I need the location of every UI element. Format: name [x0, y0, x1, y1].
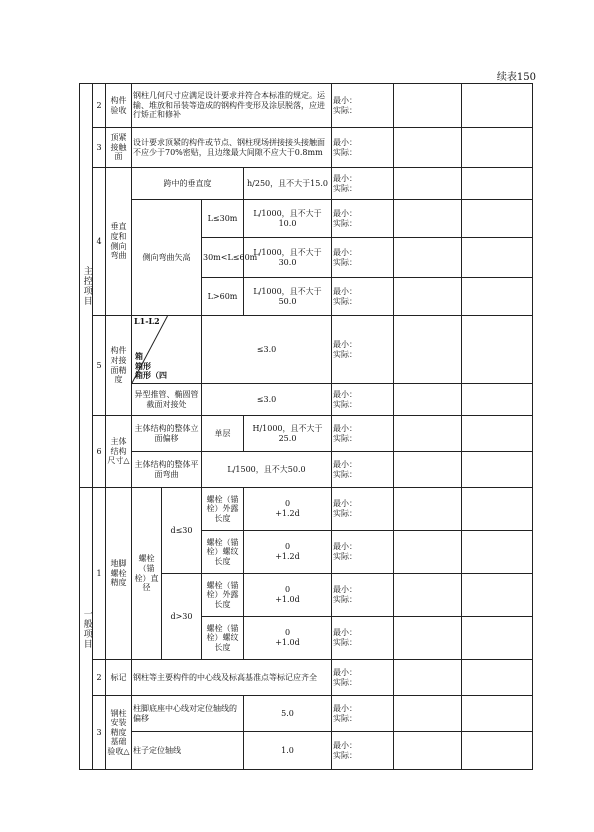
- allowed-value: 1.0: [244, 732, 332, 770]
- measure-cell: 最小： 实际：: [332, 617, 394, 660]
- measure-cell: 最小： 实际：: [332, 316, 394, 384]
- allowed-value: L/1000，且不大于10.0: [244, 200, 332, 238]
- measure-cell: 最小： 实际：: [332, 531, 394, 574]
- measure-cell: 最小： 实际：: [332, 238, 394, 278]
- row-no: 3: [93, 696, 106, 770]
- allowed-value: 0 +1.2d: [244, 531, 332, 574]
- measure-cell: 最小： 实际：: [332, 574, 394, 617]
- allowed-value: L/1000，且不大于50.0: [244, 278, 332, 316]
- row-no: 3: [93, 128, 106, 168]
- diagonal-header-cell: [132, 316, 202, 384]
- allowed-value: 5.0: [244, 696, 332, 732]
- item-desc: 设计要求顶紧的构件或节点、钢柱现场拼接接头接触面不应少于70%密贴，且边缘最大间隙不应大于0.8mm: [132, 128, 332, 168]
- item-sub-label: 异型推管、椭圆管截面对接处: [132, 384, 202, 416]
- allowed-value: ≤3.0: [202, 384, 332, 416]
- item-sub-label: 螺栓（锚栓）外露长度: [202, 488, 244, 531]
- measure-cell: 最小： 实际：: [332, 660, 394, 696]
- item-name: 地脚螺栓精度: [106, 488, 132, 660]
- blank-cell: [462, 278, 533, 316]
- row-no: 2: [93, 84, 106, 128]
- item-name: 垂直度和侧向弯曲: [106, 168, 132, 316]
- blank-cell: [394, 574, 462, 617]
- item-desc: 钢柱等主要构件的中心线及标高基准点等标记应齐全: [132, 660, 332, 696]
- blank-cell: [394, 84, 462, 128]
- item-sub-label: 螺栓（锚栓）螺纹长度: [202, 531, 244, 574]
- row-no: 2: [93, 660, 106, 696]
- condition: 单层: [202, 416, 244, 452]
- blank-cell: [462, 488, 533, 531]
- row-no: 1: [93, 488, 106, 660]
- row-no: 5: [93, 316, 106, 416]
- blank-cell: [394, 316, 462, 384]
- blank-cell: [462, 238, 533, 278]
- group-main: 主控项目: [80, 84, 93, 488]
- item-sub-label: 主体结构的整体立面偏移: [132, 416, 202, 452]
- allowed-value: H/1000，且不大于25.0: [244, 416, 332, 452]
- allowed-value: L/1500，且不大50.0: [202, 452, 332, 488]
- measure-cell: 最小： 实际：: [332, 200, 394, 238]
- item-sub-label: 螺栓（锚栓）直径: [132, 488, 162, 660]
- blank-cell: [394, 416, 462, 452]
- allowed-value: 0 +1.0d: [244, 574, 332, 617]
- item-sub-label: 柱脚底座中心线对定位轴线的偏移: [132, 696, 244, 732]
- blank-cell: [462, 416, 533, 452]
- item-name: 构件对接面精度: [106, 316, 132, 416]
- item-sub-label: 主体结构的整体平面弯曲: [132, 452, 202, 488]
- continuation-note: 续表150: [496, 72, 536, 83]
- measure-cell: 最小： 实际：: [332, 128, 394, 168]
- item-sub-label: 柱子定位轴线: [132, 732, 244, 770]
- blank-cell: [394, 128, 462, 168]
- blank-cell: [462, 384, 533, 416]
- blank-cell: [462, 168, 533, 200]
- condition: d≤30: [162, 488, 202, 574]
- item-name: 钢柱安装精度基础验收△: [106, 696, 132, 770]
- measure-cell: 最小： 实际：: [332, 84, 394, 128]
- blank-cell: [462, 84, 533, 128]
- blank-cell: [462, 200, 533, 238]
- blank-cell: [462, 452, 533, 488]
- row-no: 6: [93, 416, 106, 488]
- blank-cell: [462, 128, 533, 168]
- measure-cell: 最小： 实际：: [332, 384, 394, 416]
- allowed-value: L/1000，且不大于30.0: [244, 238, 332, 278]
- measure-cell: 最小： 实际：: [332, 278, 394, 316]
- blank-cell: [462, 660, 533, 696]
- blank-cell: [394, 617, 462, 660]
- allowed-value: ≤3.0: [202, 316, 332, 384]
- measure-cell: 最小： 实际：: [332, 732, 394, 770]
- measure-cell: 最小： 实际：: [332, 696, 394, 732]
- item-name: 顶紧接触面: [106, 128, 132, 168]
- item-name: 主体结构尺寸△: [106, 416, 132, 488]
- diag-top-text: L1-L2: [134, 316, 160, 326]
- blank-cell: [462, 531, 533, 574]
- blank-cell: [394, 488, 462, 531]
- blank-cell: [462, 617, 533, 660]
- blank-cell: [462, 316, 533, 384]
- measure-cell: 最小： 实际：: [332, 488, 394, 531]
- blank-cell: [394, 531, 462, 574]
- row-no: 4: [93, 168, 106, 316]
- blank-cell: [462, 574, 533, 617]
- item-sub-label: 侧向弯曲矢高: [132, 200, 202, 316]
- blank-cell: [394, 200, 462, 238]
- measure-cell: 最小： 实际：: [332, 168, 394, 200]
- blank-cell: [394, 732, 462, 770]
- condition: L>60m: [202, 278, 244, 316]
- item-desc: 钢柱几何尺寸应满足设计要求并符合本标准的规定。运输、堆放和吊装等造成的钢构件变形及涂层脱落，应进行矫正和修补: [132, 84, 332, 128]
- blank-cell: [394, 278, 462, 316]
- diag-bottom-text: 箱 箱形 箱形（四: [135, 351, 167, 380]
- blank-cell: [394, 384, 462, 416]
- condition: d>30: [162, 574, 202, 660]
- blank-cell: [394, 168, 462, 200]
- item-name: 标记: [106, 660, 132, 696]
- item-sub-label: 跨中的垂直度: [132, 168, 244, 200]
- blank-cell: [394, 238, 462, 278]
- item-sub-label: 螺栓（锚栓）外露长度: [202, 574, 244, 617]
- blank-cell: [394, 452, 462, 488]
- measure-cell: 最小： 实际：: [332, 452, 394, 488]
- allowed-value: 0 +1.2d: [244, 488, 332, 531]
- inspection-table: [79, 83, 533, 770]
- blank-cell: [462, 732, 533, 770]
- measure-cell: 最小： 实际：: [332, 416, 394, 452]
- allowed-value: 0 +1.0d: [244, 617, 332, 660]
- blank-cell: [394, 696, 462, 732]
- group-general: 一般项目: [80, 488, 93, 770]
- item-name: 构件验收: [106, 84, 132, 128]
- blank-cell: [394, 660, 462, 696]
- item-sub-label: 螺栓（锚栓）螺纹长度: [202, 617, 244, 660]
- condition: 30m<L≤60m: [202, 238, 244, 278]
- allowed-value: h/250，且不大于15.0: [244, 168, 332, 200]
- blank-cell: [462, 696, 533, 732]
- condition: L≤30m: [202, 200, 244, 238]
